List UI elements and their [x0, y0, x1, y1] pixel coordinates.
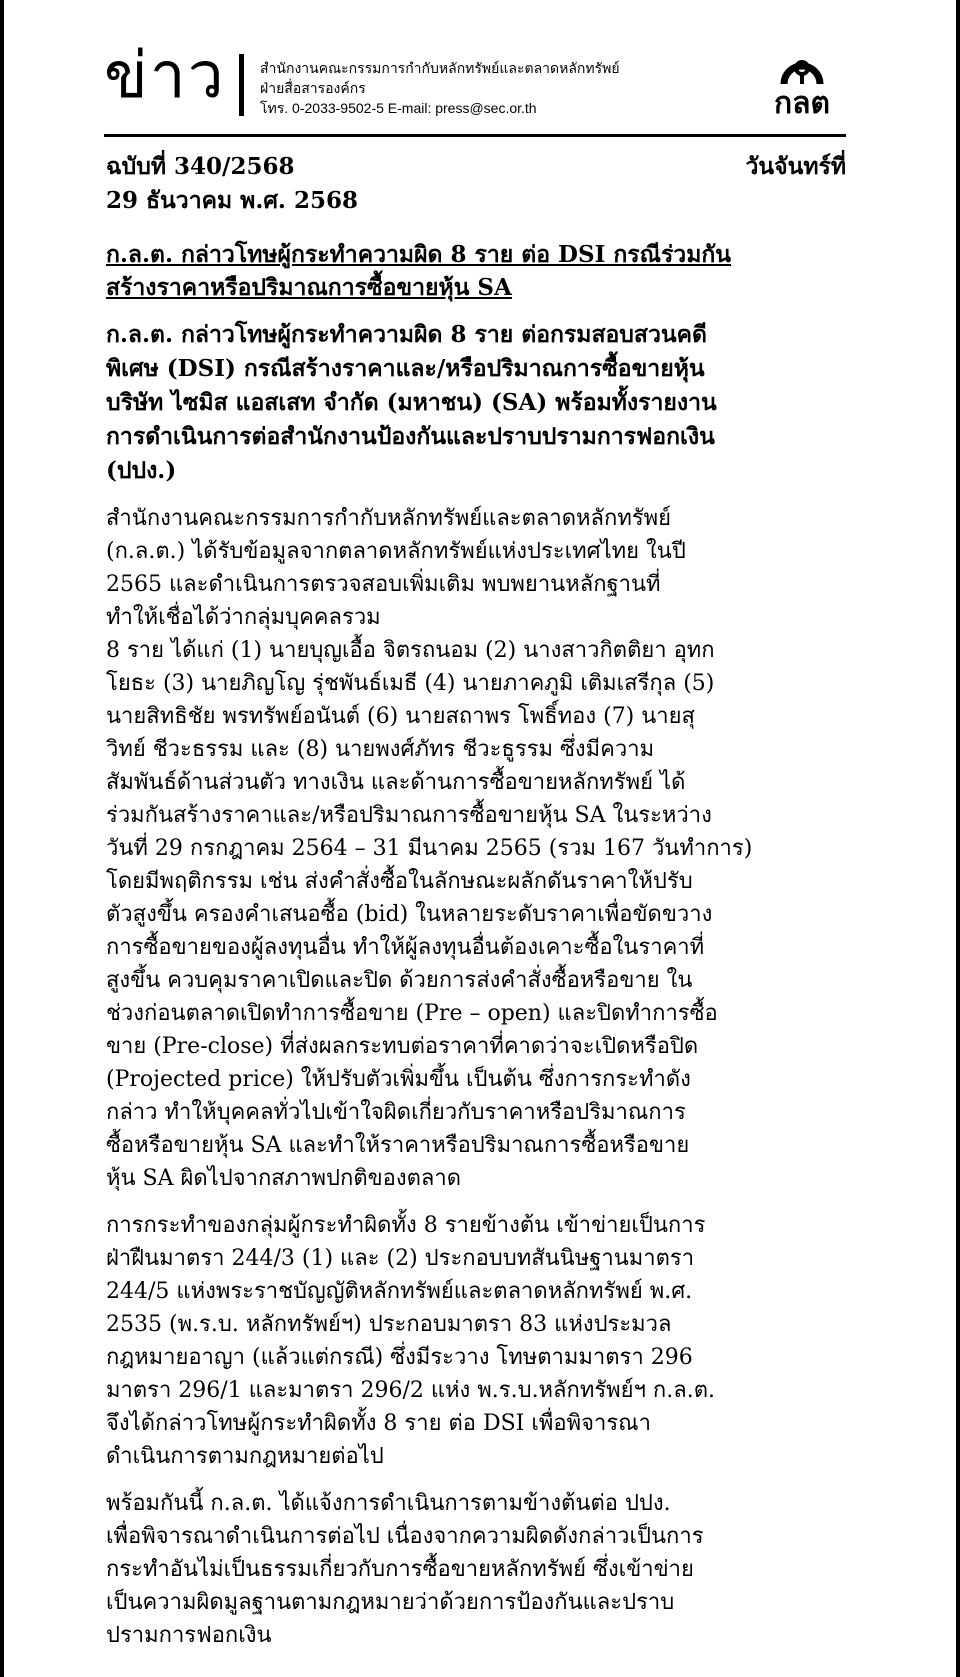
headline	[106, 238, 846, 304]
sec-logo-text: กลต	[773, 86, 831, 121]
body-line: ฝ่าฝืนมาตรา 244/3 (1) และ (2) ประกอบบทสันนิษฐานมาตรา	[106, 1246, 695, 1271]
weekday: วันจันทร์ที่	[745, 153, 846, 180]
sec-logo	[762, 44, 842, 124]
header-rule	[104, 134, 846, 137]
org-name: สำนักงานคณะกรรมการกำกับหลักทรัพย์และตลาดหลักทรัพย์	[260, 60, 620, 76]
body-line: นายสิทธิชัย พรทรัพย์อนันต์ (6) นายสถาพร โพธิ์ทอง (7) นายสุ	[106, 704, 695, 729]
body-line: ดำเนินการตามกฎหมายต่อไป	[106, 1444, 384, 1469]
body-line: 2535 (พ.ร.บ. หลักทรัพย์ฯ) ประกอบมาตรา 83 แห่งประมวล	[106, 1312, 672, 1337]
subheadline	[106, 318, 846, 488]
subhead-line: (ปปง.)	[106, 457, 177, 484]
article	[106, 150, 846, 1652]
body-line: ช่วงก่อนตลาดเปิดทำการซื้อขาย (Pre – open) และปิดทำการซื้อ	[106, 1001, 718, 1026]
body-line: 8 ราย ได้แก่ (1) นายบุญเอื้อ จิตรถนอม (2) นางสาวกิตติยา อุทก	[106, 638, 715, 663]
body-line: กระทำอันไม่เป็นธรรมเกี่ยวกับการซื้อขายหลักทรัพย์ ซึ่งเข้าข่าย	[106, 1557, 694, 1582]
body-line: ขาย (Pre-close) ที่ส่งผลกระทบต่อราคาที่คาดว่าจะเปิดหรือปิด	[106, 1034, 699, 1059]
news-title: ข่าว	[104, 39, 226, 113]
body-line: พร้อมกันนี้ ก.ล.ต. ได้แจ้งการดำเนินการตามข้างต้นต่อ ปปง.	[106, 1491, 671, 1516]
body-line: เป็นความผิดมูลฐานตามกฎหมายว่าด้วยการป้องกันและปราบ	[106, 1590, 675, 1615]
org-contact: โทร. 0-2033-9502-5 E-mail: press@sec.or.th	[260, 100, 537, 116]
body-line: กฎหมายอาญา (แล้วแต่กรณี) ซึ่งมีระวาง โทษตามมาตรา 296	[106, 1345, 693, 1370]
body-line: โยธะ (3) นายภิญโญ รุ่ชพันธ์เมธี (4) นายภาคภูมิ เติมเสรีกุล (5)	[106, 671, 715, 696]
body-line: กล่าว ทำให้บุคคลทั่วไปเข้าใจผิดเกี่ยวกับราคาหรือปริมาณการ	[106, 1100, 686, 1125]
body-line: จึงได้กล่าวโทษผู้กระทำผิดทั้ง 8 ราย ต่อ DSI เพื่อพิจารณา	[106, 1411, 651, 1436]
headline-line: สร้างราคาหรือปริมาณการซื้อขายหุ้น SA	[106, 274, 512, 301]
body-line: การซื้อขายของผู้ลงทุนอื่น ทำให้ผู้ลงทุนอื่นต้องเคาะซื้อในราคาที่	[106, 935, 705, 960]
paragraph-4	[106, 1487, 846, 1652]
header-divider	[239, 54, 244, 116]
body-line: สำนักงานคณะกรรมการกำกับหลักทรัพย์และตลาดหลักทรัพย์	[106, 506, 672, 531]
sec-logo-mark-icon	[762, 44, 842, 88]
body-line: ตัวสูงขึ้น ครองคำเสนอซื้อ (bid) ในหลายระดับราคาเพื่อขัดขวาง	[106, 902, 713, 927]
subhead-line: บริษัท ไซมิส แอสเสท จำกัด (มหาชน) (SA) พร้อมทั้งรายงาน	[106, 389, 717, 416]
body-line: ซื้อหรือขายหุ้น SA และทำให้ราคาหรือปริมาณการซื้อหรือขาย	[106, 1133, 690, 1158]
subhead-line: การดำเนินการต่อสำนักงานป้องกันและปราบปรามการฟอกเงิน	[106, 423, 715, 450]
org-info	[260, 58, 620, 118]
issue-row	[106, 150, 846, 184]
body-line: วิทย์ ชีวะธรรม และ (8) นายพงศ์ภัทร ชีวะธูรรม ซึ่งมีความ	[106, 737, 655, 762]
body-line: สัมพันธ์ด้านส่วนตัว ทางเงิน และด้านการซื้อขายหลักทรัพย์ ได้	[106, 770, 686, 795]
body-line: หุ้น SA ผิดไปจากสภาพปกติของตลาด	[106, 1166, 462, 1191]
subhead-line: พิเศษ (DSI) กรณีสร้างราคาและ/หรือปริมาณการซื้อขายหุ้น	[106, 355, 705, 382]
body-line: ปรามการฟอกเงิน	[106, 1623, 272, 1648]
body-line: เพื่อพิจารณาดำเนินการต่อไป เนื่องจากความผิดดังกล่าวเป็นการ	[106, 1524, 704, 1549]
org-department: ฝ่ายสื่อสารองค์กร	[260, 80, 366, 96]
body-line: (Projected price) ให้ปรับตัวเพิ่มขึ้น เป็นต้น ซึ่งการกระทำดัง	[106, 1067, 691, 1092]
body-line: การกระทำของกลุ่มผู้กระทำผิดทั้ง 8 รายข้างต้น เข้าข่ายเป็นการ	[106, 1213, 706, 1238]
letterhead	[104, 36, 846, 132]
headline-line: ก.ล.ต. กล่าวโทษผู้กระทำความผิด 8 ราย ต่อ DSI กรณีร่วมกัน	[106, 241, 732, 268]
body-line: 2565 และดำเนินการตรวจสอบเพิ่มเติม พบพยานหลักฐานที่	[106, 572, 661, 597]
paragraph-3	[106, 1209, 846, 1473]
body-line: ทำให้เชื่อได้ว่ากลุ่มบุคคลรวม	[106, 605, 381, 630]
issue-number: ฉบับที่ 340/2568	[106, 153, 295, 180]
body-line: สูงขึ้น ควบคุมราคาเปิดและปิด ด้วยการส่งคำสั่งซื้อหรือขาย ใน	[106, 968, 693, 993]
body-line: ร่วมกันสร้างราคาและ/หรือปริมาณการซื้อขายหุ้น SA ในระหว่าง	[106, 803, 712, 828]
body-line: มาตรา 296/1 และมาตรา 296/2 แห่ง พ.ร.บ.หลักทรัพย์ฯ ก.ล.ต.	[106, 1378, 715, 1403]
subhead-line: ก.ล.ต. กล่าวโทษผู้กระทำความผิด 8 ราย ต่อกรมสอบสวนคดี	[106, 321, 707, 348]
body-line: โดยมีพฤติกรรม เช่น ส่งคำสั่งซื้อในลักษณะผลักดันราคาให้ปรับ	[106, 869, 693, 894]
body-line: 244/5 แห่งพระราชบัญญัติหลักทรัพย์และตลาดหลักทรัพย์ พ.ศ.	[106, 1279, 693, 1304]
issue-date: 29 ธันวาคม พ.ศ. 2568	[106, 187, 358, 214]
body-line: วันที่ 29 กรกฎาคม 2564 – 31 มีนาคม 2565 (รวม 167 วันทำการ)	[106, 836, 753, 861]
paragraph-1	[106, 502, 846, 634]
body-line: (ก.ล.ต.) ได้รับข้อมูลจากตลาดหลักทรัพย์แห่งประเทศไทย ในปี	[106, 539, 686, 564]
paragraph-2	[106, 634, 846, 1195]
